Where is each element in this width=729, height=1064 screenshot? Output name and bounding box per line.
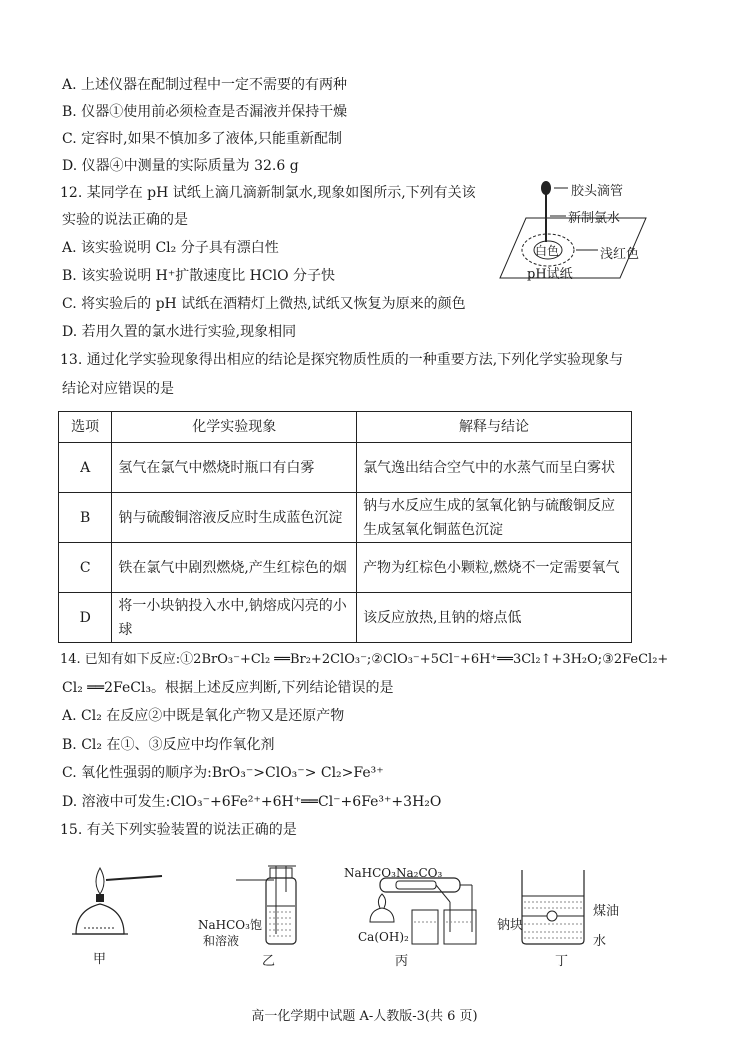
- q12-option-b: B. 该实验说明 H⁺扩散速度比 HClO 分子快: [62, 268, 336, 284]
- q14-option-b: B. Cl₂ 在①、③反应中均作氧化剂: [62, 737, 275, 753]
- caoh2-label: Ca(OH)₂: [358, 930, 409, 944]
- beaker-figure: [518, 866, 590, 946]
- solution-label: 和溶液: [203, 934, 240, 948]
- row-phenomenon: 铁在氯气中剧烈燃烧,产生红棕色的烟: [112, 543, 357, 593]
- row-phenomenon: 钠与硫酸铜溶液反应时生成蓝色沉淀: [112, 493, 357, 543]
- nahco3-saturated-label: NaHCO₃饱: [198, 918, 262, 932]
- q14-option-a: A. Cl₂ 在反应②中既是氧化产物又是还原产物: [62, 708, 345, 724]
- white-label: 白色: [535, 244, 560, 258]
- q13-table: [58, 411, 632, 643]
- alcohol-lamp-figure: [62, 860, 172, 950]
- row-conclusion: 产物为红棕色小颗粒,燃烧不一定需要氧气: [357, 543, 632, 593]
- q12-option-c: C. 将实验后的 pH 试纸在酒精灯上微热,试纸又恢复为原来的颜色: [62, 296, 466, 312]
- row-conclusion: 钠与水反应生成的氢氧化钠与硫酸铜反应生成氢氧化铜蓝色沉淀: [357, 493, 632, 543]
- q11-option-d: D. 仪器④中测量的实际质量为 32.6 g: [62, 158, 299, 174]
- header-option: 选项: [59, 412, 112, 443]
- figure-jia-label: 甲: [93, 952, 107, 967]
- pink-label: 浅红色: [600, 247, 640, 262]
- row-conclusion: 该反应放热,且钠的熔点低: [357, 593, 632, 643]
- row-phenomenon: 将一小块钠投入水中,钠熔成闪亮的小球: [112, 593, 357, 643]
- q12-stem-line2: 实验的说法正确的是: [62, 212, 188, 228]
- q11-option-b: B. 仪器①使用前必须检查是否漏液并保持干燥: [62, 104, 348, 120]
- q12-option-d: D. 若用久置的氯水进行实验,现象相同: [62, 324, 297, 340]
- q14-stem-line2: Cl₂ ══2FeCl₃。根据上述反应判断,下列结论错误的是: [62, 680, 394, 696]
- table-row: [59, 443, 632, 493]
- table-row: [59, 543, 632, 593]
- q13-stem-line1: 13. 通过化学实验现象得出相应的结论是探究物质性质的一种重要方法,下列化学实验现象与: [60, 352, 624, 368]
- sodium-block-label: 钠块: [497, 918, 524, 933]
- q11-option-c: C. 定容时,如果不慎加多了液体,只能重新配制: [62, 131, 343, 147]
- header-phenomenon: 化学实验现象: [112, 412, 357, 443]
- row-option: B: [59, 493, 112, 543]
- dropper-label: 胶头滴管: [571, 184, 624, 199]
- row-option: A: [59, 443, 112, 493]
- figure-yi-label: 乙: [262, 954, 276, 969]
- table-header-row: [59, 412, 632, 443]
- ph-paper-label: pH试纸: [527, 267, 573, 282]
- wash-bottle-figure: [236, 862, 326, 950]
- q12-stem-line1: 12. 某同学在 pH 试纸上滴几滴新制氯水,现象如图所示,下列有关该: [60, 185, 476, 201]
- q14-stem-line1: 14. 已知有如下反应:①2BrO₃⁻+Cl₂ ══Br₂+2ClO₃⁻;②ClO₃⁻+5Cl⁻+6H⁺══3Cl₂↑+3H₂O;③2FeCl₂+: [60, 652, 669, 667]
- water-label: 水: [593, 934, 607, 949]
- row-option: D: [59, 593, 112, 643]
- table-row: [59, 593, 632, 643]
- row-conclusion: 氯气逸出结合空气中的水蒸气而呈白雾状: [357, 443, 632, 493]
- na2co3-label: Na₂CO₃: [396, 866, 443, 880]
- q15-stem: 15. 有关下列实验装置的说法正确的是: [60, 822, 297, 838]
- page-footer: 高一化学期中试题 A-人教版-3(共 6 页): [251, 1009, 478, 1024]
- q14-option-d: D. 溶液中可发生:ClO₃⁻+6Fe²⁺+6H⁺══Cl⁻+6Fe³⁺+3H₂O: [62, 794, 442, 810]
- q12-option-a: A. 该实验说明 Cl₂ 分子具有漂白性: [62, 240, 279, 256]
- figure-ding-label: 丁: [555, 954, 569, 969]
- nahco3-label: NaHCO₃: [344, 866, 396, 880]
- kerosene-label: 煤油: [593, 904, 620, 919]
- row-option: C: [59, 543, 112, 593]
- header-conclusion: 解释与结论: [357, 412, 632, 443]
- figure-bing-label: 丙: [395, 954, 409, 969]
- chlorine-water-label: 新制氯水: [568, 211, 621, 226]
- q11-option-a: A. 上述仪器在配制过程中一定不需要的有两种: [62, 77, 348, 93]
- q13-stem-line2: 结论对应错误的是: [62, 381, 174, 397]
- table-row: [59, 493, 632, 543]
- row-phenomenon: 氢气在氯气中燃烧时瓶口有白雾: [112, 443, 357, 493]
- q14-option-c: C. 氧化性强弱的顺序为:BrO₃⁻>ClO₃⁻> Cl₂>Fe³⁺: [62, 765, 384, 781]
